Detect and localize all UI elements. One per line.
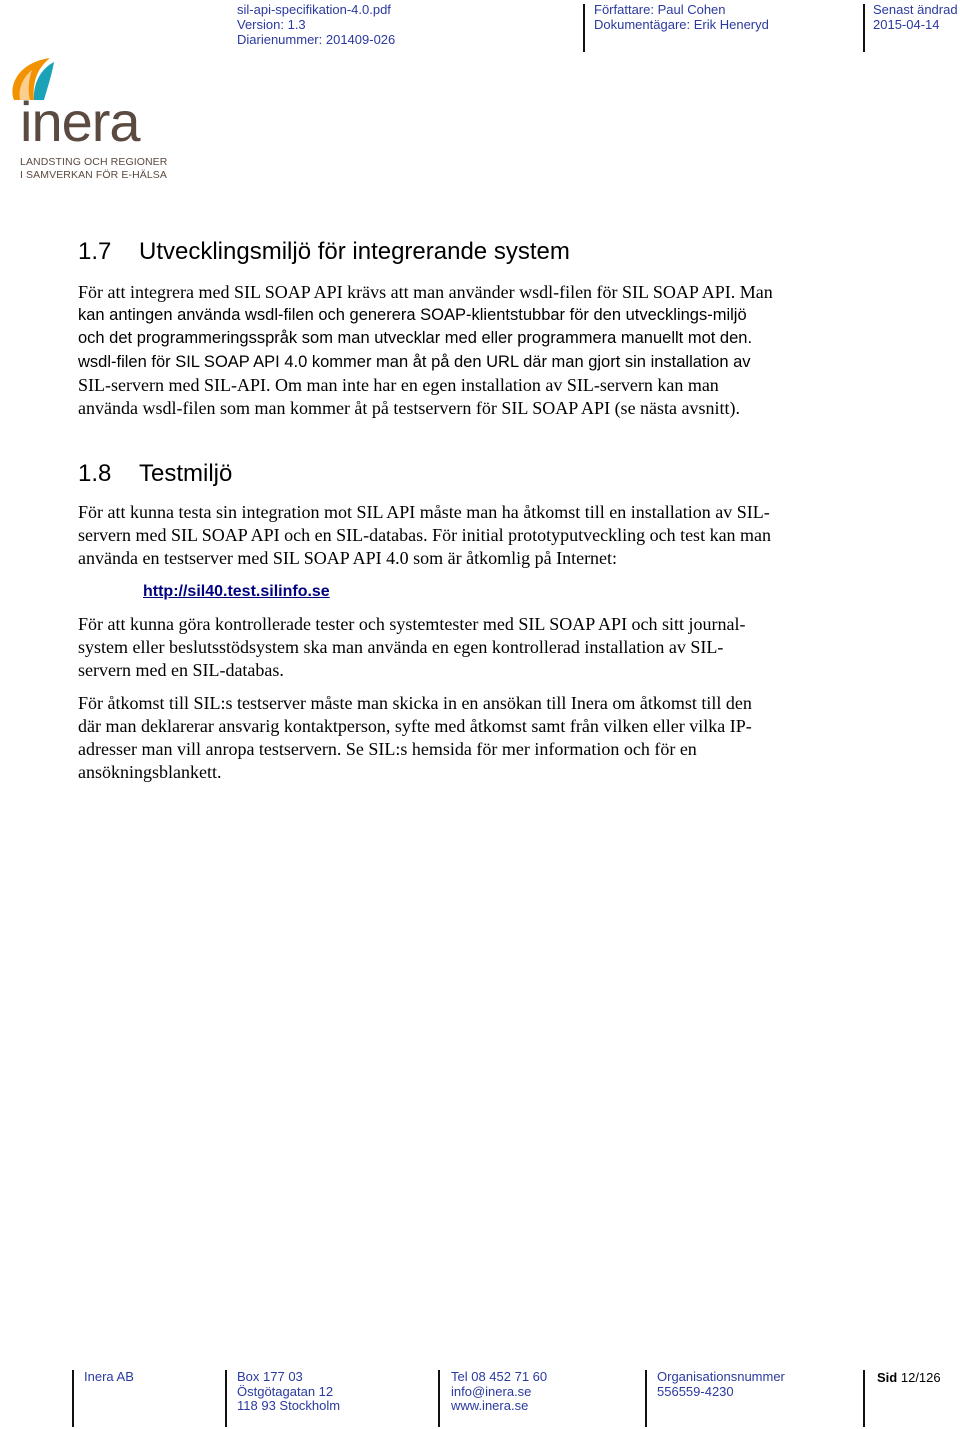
footer-address-line: 118 93 Stockholm: [237, 1398, 341, 1413]
section-1-7-paragraph: [78, 281, 858, 420]
paragraph-line: kan antingen använda wsdl-filen och generera SOAP-klientstubbar för den utvecklings-miljö: [78, 306, 747, 324]
testserver-link[interactable]: http://sil40.test.silinfo.se: [143, 583, 330, 600]
section-1-8-paragraph-2: [78, 613, 858, 682]
footer-email: info@inera.se: [451, 1383, 532, 1399]
paragraph-line: För att integrera med SIL SOAP API krävs att man använder wsdl-filen för SIL SOAP API. Man: [78, 282, 773, 302]
logo-tagline-2: I SAMVERKAN FÖR E-HÄLSA: [20, 169, 167, 181]
logo-tagline-1: LANDSTING OCH REGIONER: [20, 156, 168, 168]
paragraph-line: adresser man vill anropa testservern. Se SIL:s hemsida för mer information och för en: [78, 739, 697, 759]
footer-org: [657, 1370, 785, 1399]
inera-logo: [6, 56, 166, 182]
paragraph-line: använda wsdl-filen som man kommer åt på testservern för SIL SOAP API (se nästa avsnitt).: [78, 398, 741, 418]
section-heading-1-7: [78, 238, 570, 266]
paragraph-line: där man deklarerar ansvarig kontaktperson, syfte med åtkomst samt från vilken eller vilka IP-: [78, 716, 752, 736]
paragraph-line: ansökningsblankett.: [78, 762, 222, 782]
footer-divider: [438, 1370, 440, 1427]
header-divider: [583, 4, 585, 52]
footer-divider: [645, 1370, 647, 1427]
footer-address: [237, 1370, 340, 1414]
paragraph-line: För åtkomst till SIL:s testserver måste man skicka in en ansökan till Inera om åtkomst till den: [78, 693, 752, 713]
paragraph-line: För att kunna testa sin integration mot SIL API måste man ha åtkomst till en installation av SIL-: [78, 502, 770, 522]
footer-divider: [225, 1370, 227, 1427]
header-doc-info: [237, 2, 395, 47]
paragraph-line: använda en testserver med SIL SOAP API 4.0 som är åtkomlig på Internet:: [78, 548, 618, 568]
section-title: Utvecklingsmiljö för integrerande system: [139, 238, 570, 265]
header-divider: [863, 4, 865, 52]
footer-address-line: Box 177 03: [237, 1369, 303, 1384]
footer-org-label: Organisationsnummer: [657, 1369, 785, 1384]
paragraph-line: och det programmeringsspråk som man utvecklar med eller programmera manuellt mot den.: [78, 329, 753, 347]
header-authors: [594, 2, 769, 32]
footer-company-name: Inera AB: [84, 1369, 134, 1384]
paragraph-fragment: 0 kommer man åt på den URL där man gjort sin installation av: [298, 353, 751, 371]
footer-divider: [863, 1370, 865, 1427]
header-modified-date: 2015-04-14: [873, 17, 940, 32]
header-filename: sil-api-specifikation-4.0.pdf: [237, 2, 391, 17]
footer-org-number: 556559-4230: [657, 1383, 734, 1399]
section-heading-1-8: [78, 460, 232, 488]
page-label: Sid: [877, 1370, 898, 1385]
header-diarienummer: Diarienummer: 201409-026: [237, 32, 396, 47]
header-modified: [873, 2, 958, 32]
section-1-8-paragraph-1: [78, 501, 858, 570]
paragraph-line: SIL-servern med SIL-API. Om man inte har en egen installation av SIL-servern kan man: [78, 375, 719, 395]
paragraph-line: system eller beslutsstödsystem ska man använda en egen kontrollerad installation av SIL-: [78, 637, 724, 657]
footer-phone: Tel 08 452 71 60: [451, 1369, 548, 1384]
footer-contact: [451, 1370, 547, 1414]
header-version: Version: 1.3: [237, 17, 306, 32]
section-1-8-paragraph-3: [78, 692, 858, 784]
page-count: 12/126: [900, 1370, 941, 1385]
footer-website: www.inera.se: [451, 1398, 529, 1413]
paragraph-fragment: wsdl-filen för SIL SOAP API 4.: [78, 353, 299, 371]
footer-address-line: Östgötagatan 12: [237, 1383, 334, 1399]
header-owner: Dokumentägare: Erik Heneryd: [594, 17, 769, 32]
header-author: Författare: Paul Cohen: [594, 2, 726, 17]
section-number: 1.7: [78, 238, 112, 265]
footer-divider: [72, 1370, 74, 1427]
paragraph-line: För att kunna göra kontrollerade tester och systemtester med SIL SOAP API och sitt journal-: [78, 614, 746, 634]
logo-wordmark: inera: [20, 90, 140, 153]
paragraph-line: servern med en SIL-databas.: [78, 660, 284, 680]
page-number: [877, 1370, 941, 1385]
section-number: 1.8: [78, 460, 112, 487]
paragraph-line: [78, 350, 858, 374]
section-title: Testmiljö: [139, 460, 233, 487]
paragraph-line: servern med SIL SOAP API och en SIL-databas. För initial prototyputveckling och test kan man: [78, 525, 772, 545]
header-modified-label: Senast ändrad: [873, 2, 958, 17]
footer-company: [84, 1370, 134, 1385]
